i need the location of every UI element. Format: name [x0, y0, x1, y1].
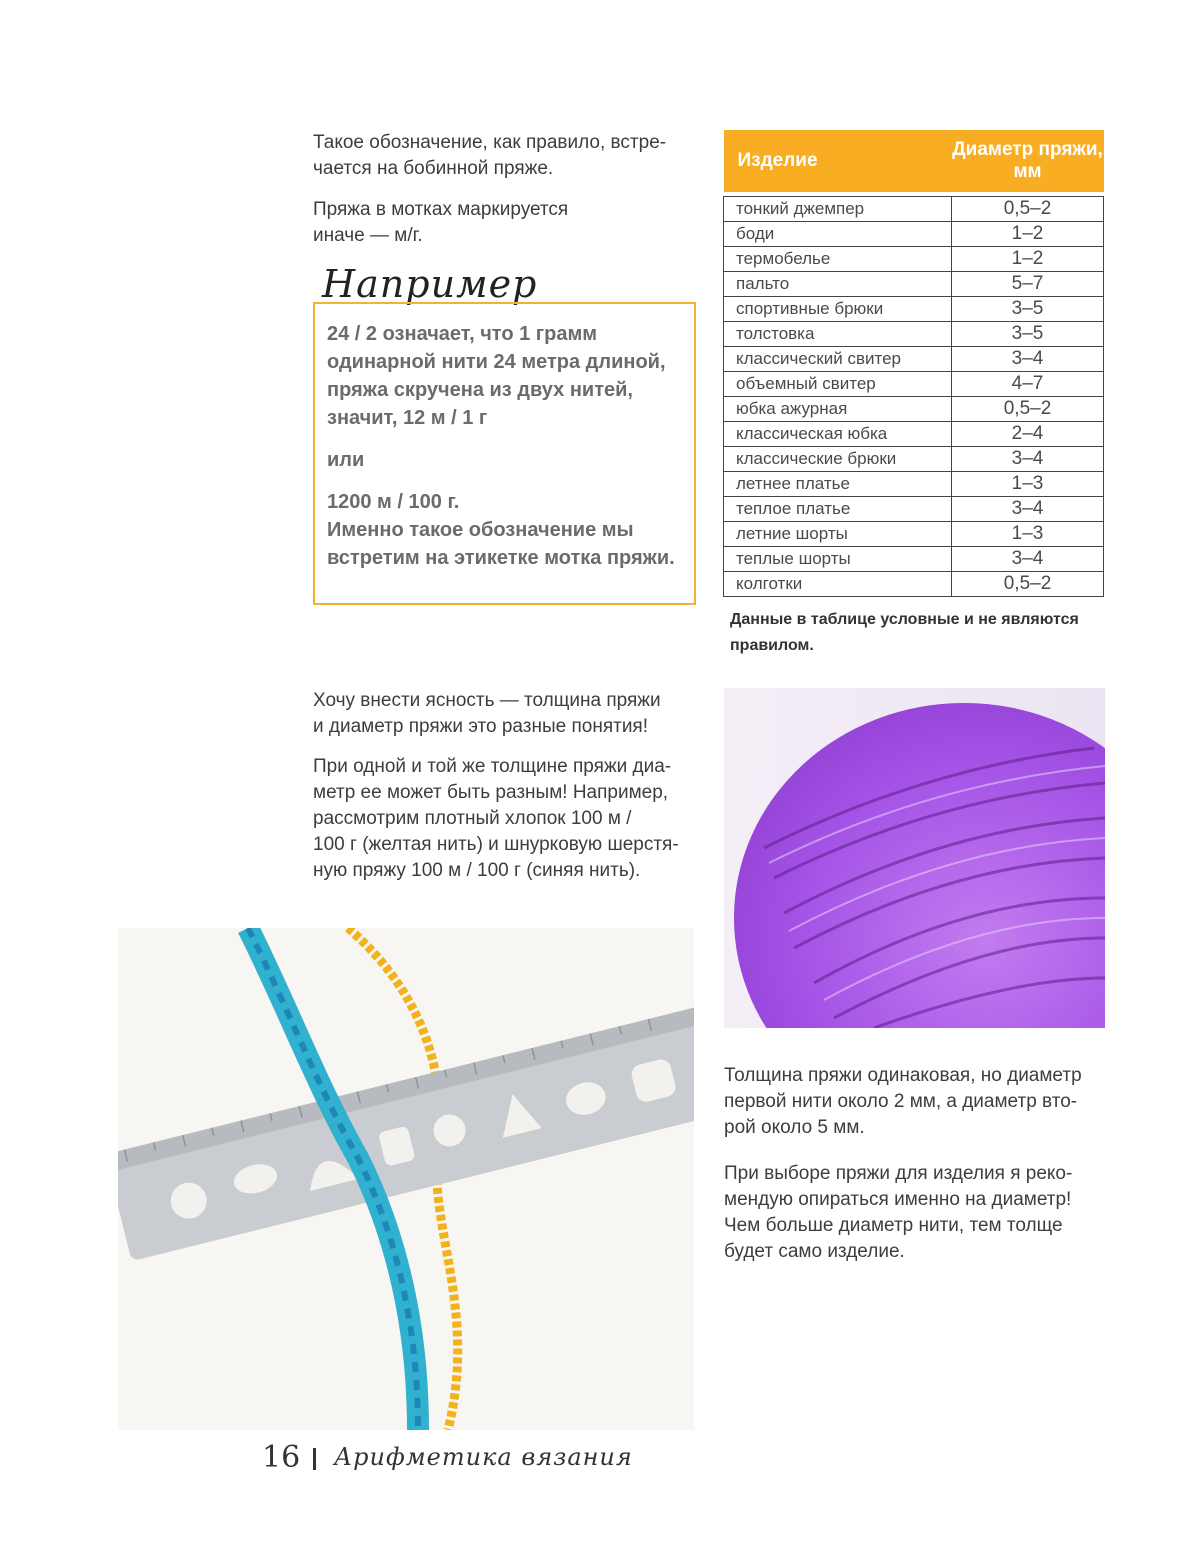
table-cell-diameter: 5–7	[952, 272, 1104, 297]
table-row	[724, 447, 1104, 472]
table-cell-item: классический свитер	[724, 347, 952, 372]
table-row	[724, 547, 1104, 572]
table-row	[724, 347, 1104, 372]
example-or: или	[327, 449, 365, 471]
table-cell-item: объемный свитер	[724, 372, 952, 397]
table-row	[724, 372, 1104, 397]
ruler-yarn-photo	[118, 928, 694, 1430]
purple-yarn-photo	[724, 688, 1105, 1028]
table-row	[724, 397, 1104, 422]
clarity-paragraph: Хочу внести ясность — толщина пряжи и диаметр пряжи это разные понятия!	[313, 690, 661, 737]
table-row	[724, 197, 1104, 222]
example-heading: Например	[322, 262, 538, 306]
table-cell-diameter: 0,5–2	[952, 397, 1104, 422]
table-header-item: Изделие	[724, 130, 952, 192]
table-row	[724, 247, 1104, 272]
table-row	[724, 322, 1104, 347]
table-cell-item: спортивные брюки	[724, 297, 952, 322]
table-cell-item: летнее платье	[724, 472, 952, 497]
example-text-2: 1200 м / 100 г.	[327, 491, 460, 513]
table-cell-diameter: 3–4	[952, 347, 1104, 372]
page-number: 16	[262, 1440, 301, 1475]
table-cell-item: пальто	[724, 272, 952, 297]
intro-paragraph-1: Такое обозначение, как правило, встре- чается на бобинной пряже.	[313, 132, 667, 179]
yarn-diameter-table	[723, 130, 1104, 597]
book-title: Арифметика вязания	[334, 1443, 633, 1471]
table-cell-diameter: 3–5	[952, 297, 1104, 322]
table-cell-diameter: 3–4	[952, 447, 1104, 472]
table-cell-item: термобелье	[724, 247, 952, 272]
table-cell-diameter: 3–4	[952, 497, 1104, 522]
table-cell-diameter: 1–2	[952, 247, 1104, 272]
table-row	[724, 522, 1104, 547]
table-row	[724, 422, 1104, 447]
footer-separator	[313, 1448, 316, 1470]
table-cell-diameter: 0,5–2	[952, 572, 1104, 597]
diameter-paragraph: При одной и той же толщине пряжи диа- метр ее может быть разным! Например, рассмотрим плотный хлопок 100 м / 100 г (желтая нить) и шнурковую шерстя- ную пряжу 100 м / 100 г (синяя нить).	[313, 756, 679, 881]
table-row	[724, 222, 1104, 247]
example-text-1: 24 / 2 означает, что 1 грамм одинарной нити 24 метра длиной, пряжа скручена из двух нитей, значит, 12 м / 1 г	[327, 323, 666, 429]
intro-paragraph-2: Пряжа в мотках маркируется иначе — м/г.	[313, 199, 569, 246]
example-text-3: Именно такое обозначение мы встретим на этикетке мотка пряжи.	[327, 519, 675, 569]
table-body	[724, 192, 1104, 597]
table-cell-diameter: 0,5–2	[952, 197, 1104, 222]
table-row	[724, 272, 1104, 297]
example-box	[313, 302, 696, 605]
table-cell-item: тонкий джемпер	[724, 197, 952, 222]
table-cell-item: классические брюки	[724, 447, 952, 472]
table-cell-diameter: 3–4	[952, 547, 1104, 572]
table-cell-diameter: 1–3	[952, 472, 1104, 497]
table-cell-item: теплое платье	[724, 497, 952, 522]
table-cell-item: юбка ажурная	[724, 397, 952, 422]
table-cell-item: теплые шорты	[724, 547, 952, 572]
table-cell-item: летние шорты	[724, 522, 952, 547]
table-cell-diameter: 3–5	[952, 322, 1104, 347]
table-cell-item: колготки	[724, 572, 952, 597]
recommendation-paragraph: При выборе пряжи для изделия я реко- мендую опираться именно на диаметр! Чем больше диаметр нити, тем толще будет само изделие.	[724, 1163, 1073, 1262]
table-cell-diameter: 1–2	[952, 222, 1104, 247]
table-cell-item: боди	[724, 222, 952, 247]
table-row	[724, 472, 1104, 497]
table-row	[724, 297, 1104, 322]
table-note: Данные в таблице условные и не являются правилом.	[730, 611, 1079, 654]
table-cell-diameter: 4–7	[952, 372, 1104, 397]
thickness-paragraph: Толщина пряжи одинаковая, но диаметр первой нити около 2 мм, а диаметр вто- рой около 5 мм.	[724, 1065, 1082, 1138]
table-cell-item: классическая юбка	[724, 422, 952, 447]
table-header-diameter: Диаметр пряжи, мм	[952, 130, 1104, 192]
table-cell-diameter: 2–4	[952, 422, 1104, 447]
table-row	[724, 572, 1104, 597]
table-row	[724, 497, 1104, 522]
table-cell-item: толстовка	[724, 322, 952, 347]
table-cell-diameter: 1–3	[952, 522, 1104, 547]
